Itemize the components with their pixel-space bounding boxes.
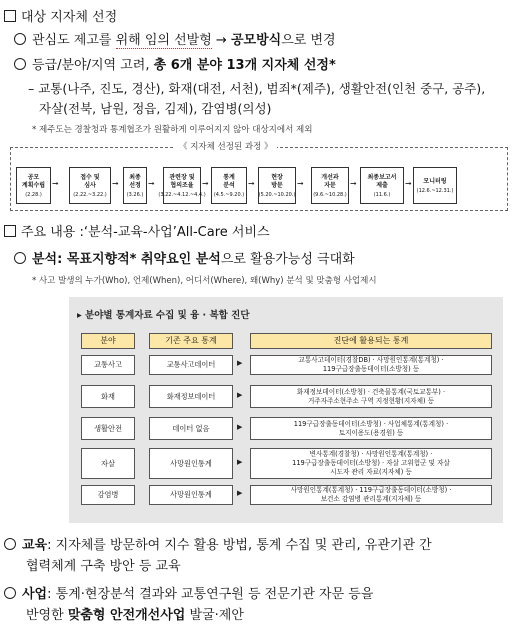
arrow-right-icon: ➞ (52, 179, 59, 188)
process-step-name: 모니터링 (423, 177, 447, 185)
process-step-name: 공모 계획수립 (21, 173, 46, 189)
row-existing-stat: 교통사고데이터 (149, 355, 233, 375)
section2-bullet3 (4, 583, 373, 602)
section1-heading (4, 6, 117, 25)
arrow-right-icon: ➞ (405, 179, 412, 188)
triangle-right-icon: ▶ (237, 457, 243, 466)
row-existing-stat: 데이터 없음 (149, 417, 233, 440)
section2-note: * 사고 발생의 누가(Who), 언제(When), 어디서(Where), 왜(Why) 분석 및 맞춤형 사업제시 (32, 276, 377, 286)
bullet1-under: 위해 임의 선발형 (115, 33, 212, 48)
triangle-right-icon: ▶ (237, 359, 243, 367)
section1-bullet2 (14, 54, 336, 73)
arrow-right-icon: ➞ (148, 179, 155, 188)
row-diagnosis-stat: 사망원인통계(통계청) · 119구급장출동데이터(소방청) · 보건소 감염병 관리통계(지자체) 등 (250, 485, 492, 505)
arrow-right-icon: ➞ (112, 179, 119, 188)
circle-bullet-icon (4, 538, 16, 550)
triangle-right-icon: ▶ (237, 489, 243, 497)
process-step-name: 개선과 자문 (321, 173, 339, 189)
bullet1-post: 으로 변경 (281, 33, 336, 48)
project-line1: : 통계·현장분석 결과와 교통연구원 등 전문기관 자문 등을 (47, 587, 374, 602)
process-step-date: (9.6.~10.28.) (313, 191, 347, 198)
process-step-name: 최종보고서 제출 (367, 173, 397, 189)
process-step-date: (5.20.~10.20.) (258, 191, 296, 198)
process-step (413, 167, 457, 204)
bullet1-bold: 공모방식 (230, 33, 282, 48)
process-step (16, 167, 51, 204)
row-field: 화재 (81, 385, 135, 408)
row-diagnosis-stat: 교통사고데이터(경찰DB) · 사망원인통계(통계청) · 119구급장출동데이터(소방청) 등 (250, 355, 492, 375)
process-step-date: (2.28.) (25, 191, 42, 198)
process-step-date: (3.26.) (126, 191, 144, 198)
circle-bullet-icon (14, 252, 26, 264)
checkbox-square-icon (4, 10, 16, 22)
checkbox-square-icon (4, 225, 16, 237)
section1-dash-line2: 자살(전북, 남원, 정읍, 김제), 감염병(의성) (39, 101, 272, 116)
process-step-date: (11.6.) (373, 191, 391, 198)
triangle-right-icon: ▶ (237, 422, 243, 431)
row-field: 생활안전 (81, 417, 135, 440)
process-step (211, 167, 247, 204)
bullet1-pre: 관심도 제고를 (32, 33, 116, 48)
arrow-right-icon: ➞ (248, 179, 255, 188)
row-diagnosis-stat: 119구급장출동데이터(소방청) · 사업체통계(통계청) · 토지이용도(용경원) 등 (250, 417, 492, 440)
row-diagnosis-stat: 화재정보데이터(소방청) · 건축물통계(국토교통부) · 거주자주소현주소 구역 지정현황(지자체) 등 (250, 385, 492, 408)
row-diagnosis-stat: 변사통계(경찰청) · 사망원인통계(통계청) · 119구급장출동데이터(소방청) · 자살 고위험군 및 자살 시도자 관리 자료(지자체) 등 (250, 448, 492, 479)
process-step-name: 현장 방문 (271, 173, 283, 189)
process-step-name: 통계 분석 (223, 173, 235, 189)
row-field: 자살 (81, 448, 135, 479)
process-step-date: (2.22.~3.22.) (73, 191, 107, 198)
project-bold: 사업 (22, 587, 48, 602)
section2-title: 주요 내용 :‘분석-교육-사업’All-Care 서비스 (21, 225, 270, 240)
project-line2-bold: 맞춤형 안전개선사업 (67, 608, 186, 623)
analysis-bold: 분석: 목표지향적* 취약요인 분석 (32, 252, 221, 267)
process-diagram (10, 147, 508, 211)
arrow-right-icon: ➞ (350, 179, 357, 188)
process-step (158, 167, 206, 204)
bullet2-pre: 등급/분야/지역 고려, (32, 58, 154, 73)
triangle-right-icon: ▶ (237, 390, 243, 399)
stats-panel (69, 297, 503, 523)
row-existing-stat: 화재정보데이터 (149, 385, 233, 408)
circle-bullet-icon (14, 58, 26, 70)
process-step (311, 167, 349, 204)
section1-dash-line1: – 교통(나주, 진도, 경산), 화재(대전, 서천), 범죄*(제주), 생활안전(인천 중구, 공주), (28, 81, 486, 96)
process-step (258, 167, 296, 204)
analysis-post: 으로 활용가능성 극대화 (220, 252, 355, 267)
project-line2-post: 발굴·제안 (185, 608, 244, 623)
process-title: 《 지자체 선정된 과정 》 (175, 140, 277, 152)
education-line1: : 지자체를 방문하여 지수 활용 방법, 통계 수집 및 관리, 유관기관 간 (47, 538, 432, 553)
section2-bullet1 (14, 248, 355, 267)
project-line2 (26, 604, 244, 623)
process-step-date: (4.5.~9.20.) (213, 191, 245, 198)
education-bold: 교육 (22, 538, 48, 553)
section2-heading (4, 221, 270, 240)
row-field: 교통사고 (81, 355, 135, 375)
education-line2: 협력체계 구축 방안 등 교육 (26, 559, 181, 574)
row-existing-stat: 사망원인통계 (149, 485, 233, 505)
header-field: 분야 (81, 333, 135, 349)
process-step-date: (3.22.~4.12.~4.4.) (158, 191, 206, 198)
circle-bullet-icon (14, 33, 26, 45)
section2-bullet2 (4, 534, 432, 553)
row-field: 감염병 (81, 485, 135, 505)
process-step (69, 167, 111, 204)
row-existing-stat: 사망원인통계 (149, 448, 233, 479)
process-step (123, 167, 147, 204)
process-step-name: 관련장 및 협의조율 (169, 173, 195, 189)
section1-bullet1 (14, 29, 336, 48)
bullet1-arrow: → (211, 33, 231, 48)
circle-bullet-icon (4, 587, 16, 599)
arrow-right-icon: ➞ (297, 179, 304, 188)
process-step (360, 167, 404, 204)
process-step-name: 최종 선정 (129, 173, 141, 189)
process-step-name: 접수 및 심사 (80, 173, 100, 189)
bullet2-bold: 총 6개 분야 13개 지자체 선정* (153, 58, 336, 73)
project-line2-pre: 반영한 (26, 608, 68, 623)
panel-title: ▸ 분야별 통계자료 수집 및 융 · 복합 진단 (77, 310, 250, 321)
header-existing-stat: 기존 주요 통계 (149, 333, 233, 349)
section1-note: * 제주도는 경찰청과 통계협조가 원활하게 이루어지지 않아 대상지에서 제외 (32, 125, 313, 135)
process-step-date: (12.6.~12.31.) (416, 187, 454, 194)
section1-title: 대상 지자체 선정 (21, 10, 118, 25)
arrow-right-icon: ➞ (202, 179, 209, 188)
header-diagnosis-stat: 진단에 활용되는 통계 (250, 333, 492, 349)
